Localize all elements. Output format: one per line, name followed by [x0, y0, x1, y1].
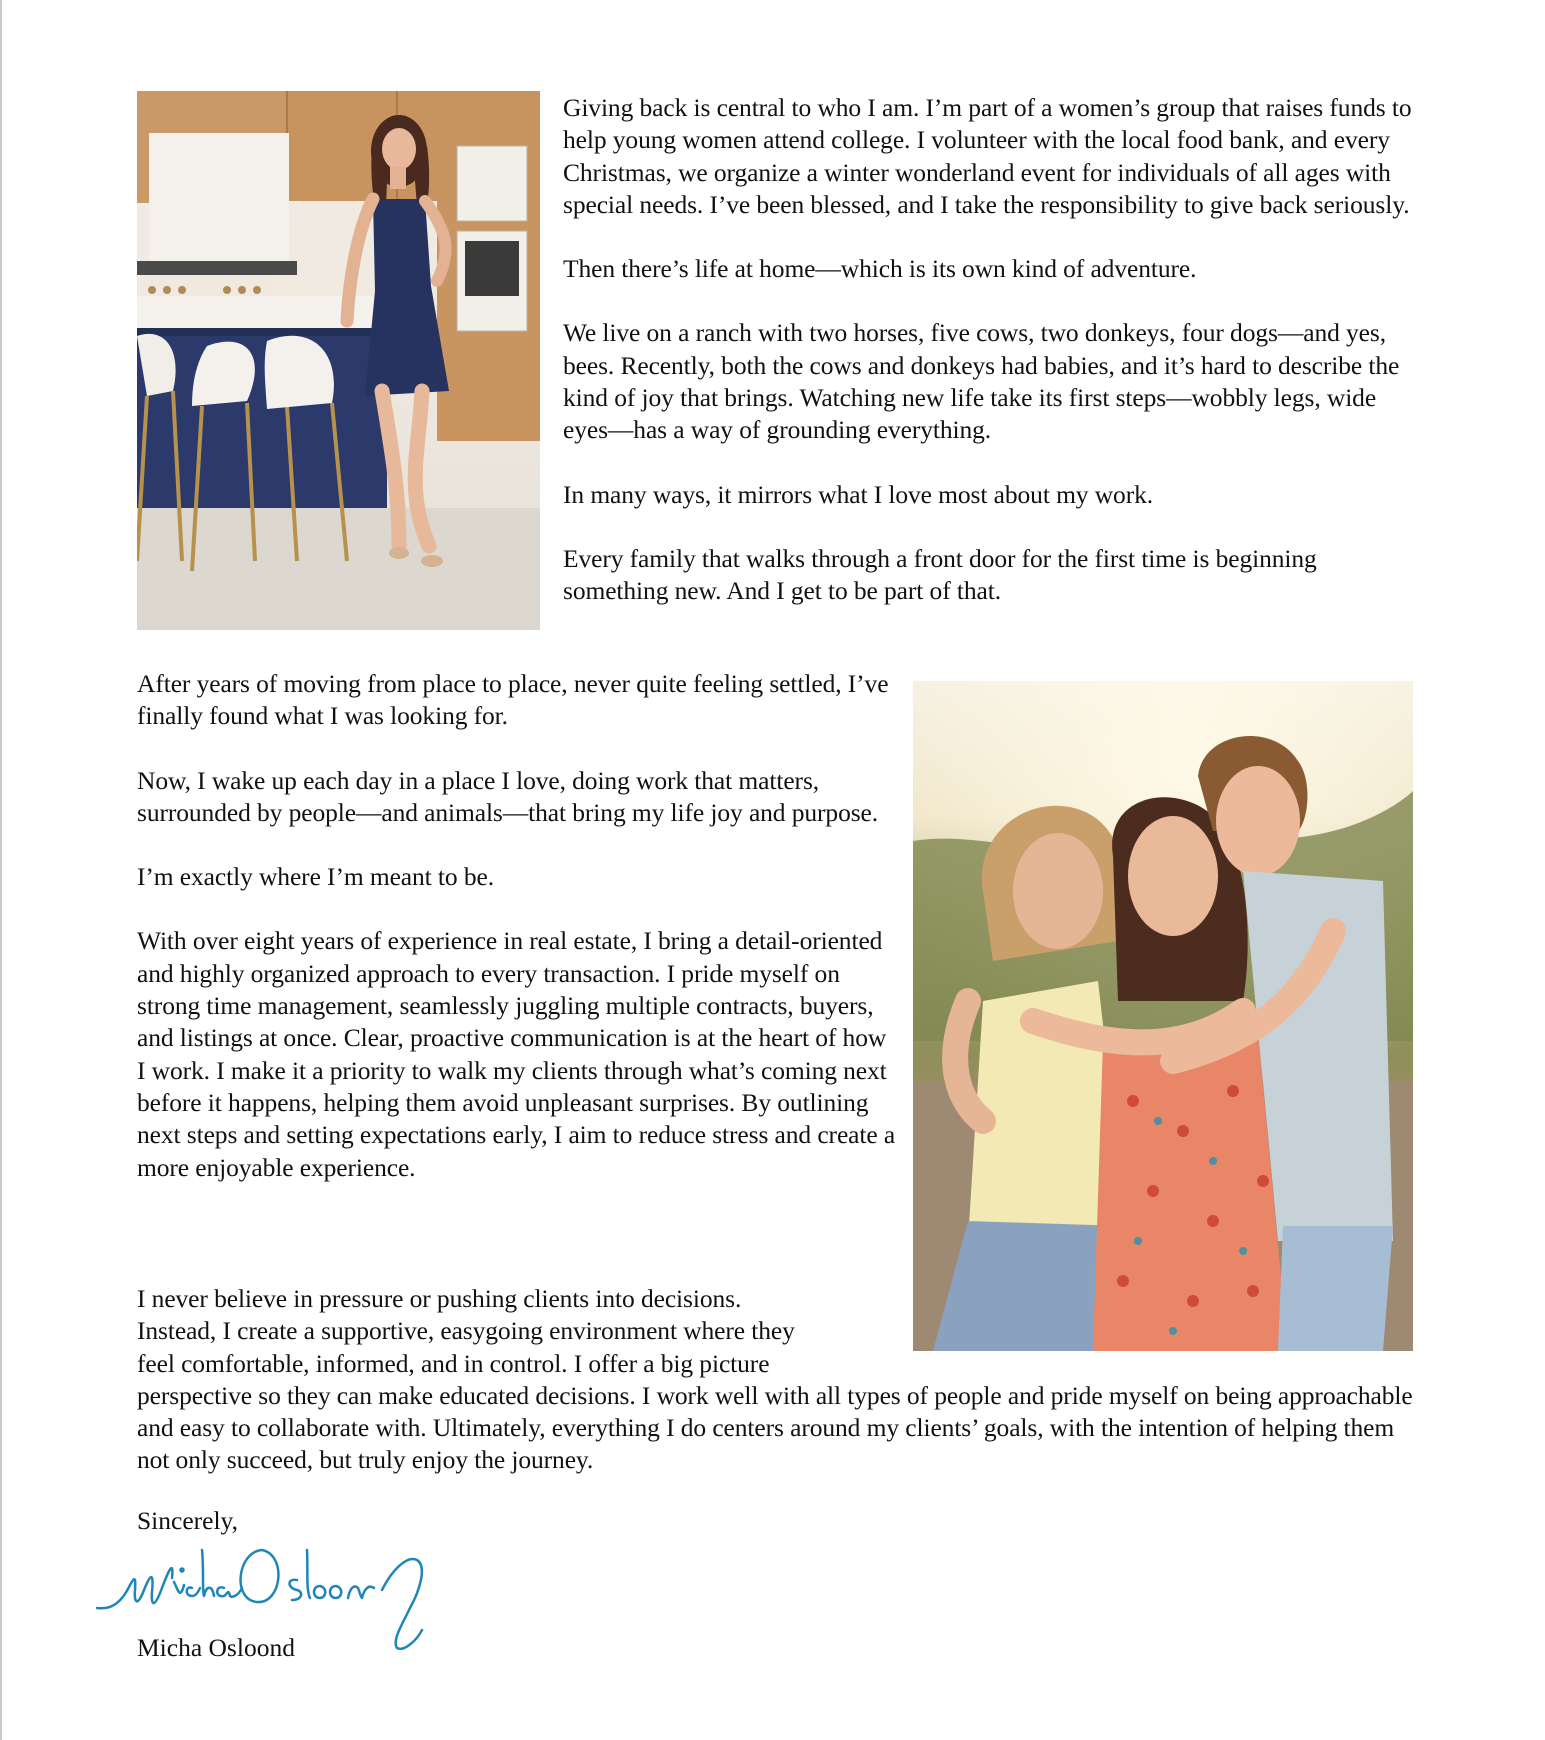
letter-top-paragraphs: [563, 92, 1423, 608]
paragraph: Now, I wake up each day in a place I love, doing work that matters, surrounded by people—and animals—that bring my life joy and purpose.: [137, 765, 879, 827]
family-photo: [913, 681, 1413, 1351]
paragraph: Giving back is central to who I am. I’m part of a women’s group that raises funds to help young women attend college. I volunteer with the local food bank, and every Christmas, we organize a winter wonderland event for individuals of all ages with special needs. I’ve been blessed, and I take the responsibility to give back seriously.: [563, 93, 1412, 219]
paragraph: Every family that walks through a front door for the first time is beginning something new. And I get to be part of that.: [563, 543, 1317, 606]
paragraph-line: feel comfortable, informed, and in control. I offer a big picture: [137, 1348, 770, 1378]
paragraph: I’m exactly where I’m meant to be.: [137, 862, 494, 892]
closing-salutation: Sincerely,: [137, 1506, 239, 1535]
paragraph: In many ways, it mirrors what I love most about my work.: [563, 479, 1154, 509]
letter-closing-paragraph: [137, 1283, 1417, 1477]
page-edge: [0, 0, 2, 1740]
signer-name: Micha Osloond: [137, 1633, 295, 1662]
letter-middle-paragraphs: [137, 668, 897, 1184]
kitchen-portrait-photo: [137, 91, 540, 630]
paragraph-line: perspective so they can make educated decisions. I work well with all types of people and pride myself on being approachable and easy to collaborate with. Ultimately, everything I do centers around my clients’ goals, with the intention of helping them not only succeed, but truly enjoy the journey.: [137, 1380, 1413, 1475]
paragraph: With over eight years of experience in real estate, I bring a detail-oriented and highly organized approach to every transaction. I pride myself on strong time management, seamlessly juggling multiple contracts, buyers, and listings at once. Clear, proactive communication is at the heart of how I work. I make it a priority to walk my clients through what’s coming next before it happens, helping them avoid unpleasant surprises. By outlining next steps and setting expectations early, I aim to reduce stress and create a more enjoyable experience.: [137, 926, 896, 1182]
paragraph: After years of moving from place to place, never quite feeling settled, I’ve finally found what I was looking for.: [137, 669, 889, 731]
paragraph: Then there’s life at home—which is its own kind of adventure.: [563, 254, 1197, 284]
paragraph: We live on a ranch with two horses, five cows, two donkeys, four dogs—and yes, bees. Recently, both the cows and donkeys had babies, and it’s hard to describe the kind of joy that brings. Watching new life take its first steps—wobbly legs, wide eyes—has a way of grounding everything.: [563, 318, 1400, 445]
paragraph-line: I never believe in pressure or pushing clients into decisions.: [137, 1284, 742, 1313]
paragraph-line: Instead, I create a supportive, easygoing environment where they: [137, 1316, 795, 1346]
